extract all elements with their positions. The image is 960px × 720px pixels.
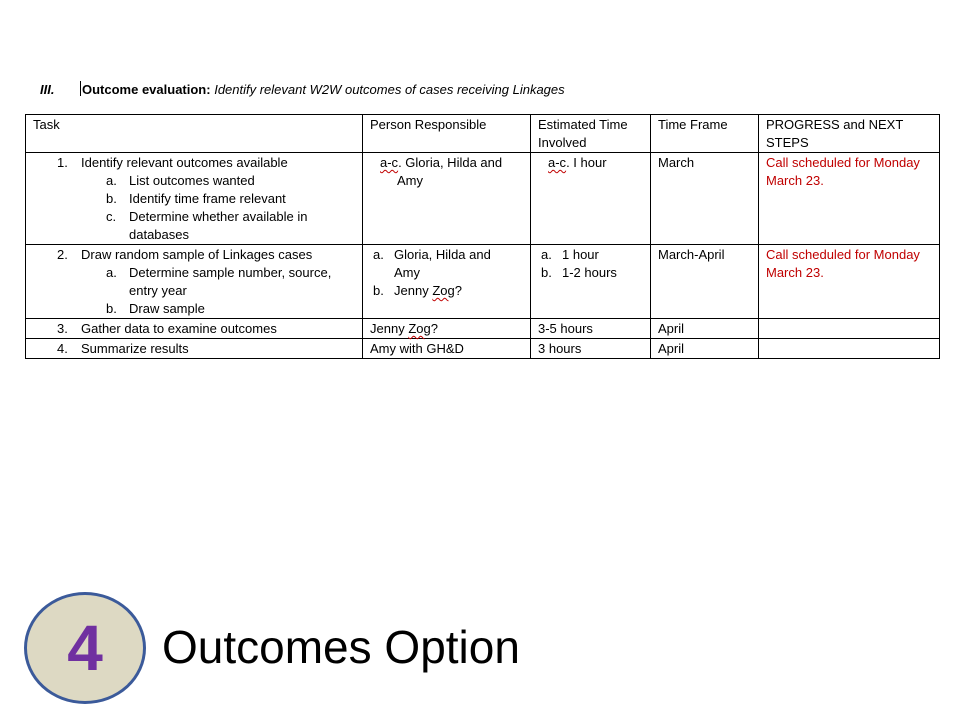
progress-cell	[759, 319, 940, 339]
text-cursor	[80, 81, 81, 96]
time-cell: a. 1 hour b. 1-2 hours	[531, 245, 651, 319]
section-numeral: III.	[40, 82, 55, 97]
section-label: Outcome evaluation:	[82, 82, 211, 97]
task-cell	[26, 153, 363, 245]
table-row	[26, 319, 940, 339]
task-item: 3. Gather data to examine outcomes	[57, 321, 277, 336]
task-cell	[26, 339, 363, 359]
table-row	[26, 153, 940, 245]
frame-cell: April	[651, 339, 759, 359]
frame-cell: March	[651, 153, 759, 245]
person-cell: a-c. Gloria, Hilda and Amy	[363, 153, 531, 245]
spellcheck-word: Zog	[408, 321, 431, 336]
subtask-item: b. Draw sample	[106, 301, 205, 316]
table-row	[26, 245, 940, 319]
frame-cell: March-April	[651, 245, 759, 319]
subtask-item: a. List outcomes wanted	[106, 173, 255, 188]
header-person: Person Responsible	[363, 115, 531, 153]
slide-number-badge	[24, 592, 146, 704]
subtask-item: c. Determine whether available in databases	[106, 209, 308, 242]
slide-title: Outcomes Option	[162, 621, 520, 673]
subtask-item: a. Determine sample number, source, entry year	[106, 265, 332, 298]
task-item: 1. Identify relevant outcomes available	[57, 155, 288, 170]
time-cell: a-c. I hour	[531, 153, 651, 245]
frame-cell: April	[651, 319, 759, 339]
section-description: Identify relevant W2W outcomes of cases receiving Linkages	[214, 82, 565, 97]
task-cell	[26, 245, 363, 319]
spellcheck-word: Zog	[432, 283, 455, 298]
time-cell: 3-5 hours	[531, 319, 651, 339]
time-cell: 3 hours	[531, 339, 651, 359]
progress-cell: Call scheduled for Monday March 23.	[759, 153, 940, 245]
task-item: 4. Summarize results	[57, 341, 189, 356]
header-task: Task	[26, 115, 363, 153]
spellcheck-word: a-c	[548, 155, 567, 170]
progress-cell: Call scheduled for Monday March 23.	[759, 245, 940, 319]
header-progress: PROGRESS and NEXT STEPS	[759, 115, 940, 153]
task-item: 2. Draw random sample of Linkages cases	[57, 247, 313, 262]
table-header-row	[26, 115, 940, 153]
section-heading	[40, 81, 565, 99]
task-cell	[26, 319, 363, 339]
spellcheck-word: a-c	[380, 155, 399, 170]
table-row	[26, 339, 940, 359]
header-time-frame: Time Frame	[651, 115, 759, 153]
person-cell: Amy with GH&D	[363, 339, 531, 359]
header-estimated-time: Estimated Time Involved	[531, 115, 651, 153]
progress-cell	[759, 339, 940, 359]
subtask-item: b. Identify time frame relevant	[106, 191, 286, 206]
task-table	[25, 114, 940, 359]
slide-number: 4	[67, 612, 103, 684]
person-cell: a. Gloria, Hilda and Amy b. Jenny Zog?	[363, 245, 531, 319]
person-cell: Jenny Zog?	[363, 319, 531, 339]
